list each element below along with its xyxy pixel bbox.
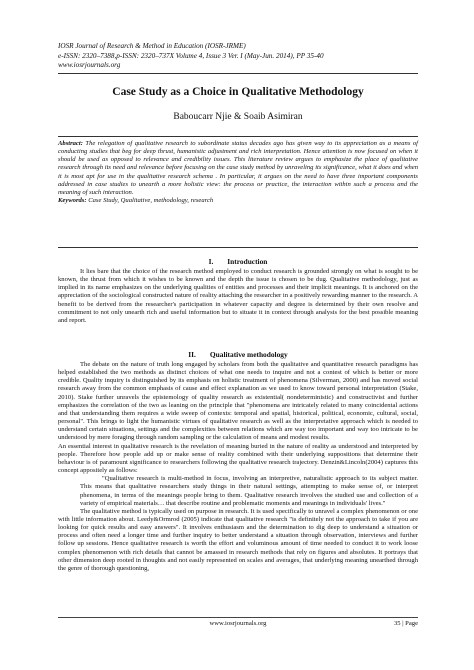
introduction-body (58, 268, 418, 325)
keywords (58, 197, 418, 205)
abstract-label: Abstract: (58, 140, 83, 147)
block-quote: "Qualitative research is multi-method in focus, involving an interpretive, naturalistic approach to its subject matter. This means that qualitative researchers study things in their natural settings, attempting to make sense of, or interpret phenomena, in terms of the meanings people bring to them. Qualitative research involves the studied use and collection of a variety of empirical materials… that describe routine and problematic moments and meanings in individuals' lives." (80, 475, 418, 507)
page-number: 35 | Page (393, 620, 418, 627)
paragraph: The debate on the nature of truth long engaged by scholars from both the qualitative and quantitative research paradigms has helped established the two methods as distinct choices of what one needs to inquire and not a contest of which is better or more credible. Quality inquiry is distinguished by its emphasis on holistic treatment of phenomena (Silverman, 2000) and has moved social research away from the common emphasis of cause and effect explanation as we used to know toward personal interpretation (Stake, 2010). Stake further unravels the epistemology of quality research as existential( nondeterministic) and constructivist and further emphasizes the correlation of the two as leaning on the principle that "phenomena are intricately related to many coincidental actions and that understanding them requires a wide sweep of contexts: temporal and spatial, historical, political, economic, cultural, social, personal". This brings to light the humanistic virtues of qualitative research as well as the interpretative approach which is needed to understand certain situations, settings and the complexities between relations which are way too important and way too intricate to be understood by mere foraging through random sampling or the calculation of means and modest results. (58, 361, 418, 442)
footer-url[interactable]: www.iosrjournals.org (209, 620, 267, 627)
paper-title: Case Study as a Choice in Qualitative Methodology (112, 86, 364, 98)
journal-name: IOSR Journal of Research & Method in Education (IOSR-JRME) (58, 42, 246, 50)
section-title: Qualitative methodology (209, 350, 288, 359)
footer-divider (58, 617, 418, 618)
paragraph: An essential interest in qualitative research is the revelation of meaning buried in the nature of reality as understood and interpreted by people. Therefore how people add up or make sense of reality combined with their underlying suppositions that determine their behaviour is of paramount significance to researchers following the qualitative research trajectory. Denzin&Lincoln(2004) captures this concept appositely as follows: (58, 442, 418, 475)
paragraph: The qualitative method is typically used on purpose in research. It is used specifically to unravel a complex phenomenon or one with little information about. Leedy&Ormrod (2005) indicate that qualitative research "is definitely not the approach to take if you are looking for quick results and easy answers". It involves enthusiasm and the determination to dig deep to understand a situation or process and often need a longer time and further inquiry to better understand a situation through observation, interviews and further follow up sessions. Hence qualitative research is worth the effort and voluminous amount of time needed to conduct it to work loose complex phenomenon with rich details that cannot be amassed in research methods that rely on figures and absolutes. It portrays that other dimension deep rooted in thoughts and not easily represented on scales and averages, that underlying meaning unearthed through the genre of thorough questioning, (58, 507, 418, 572)
abstract (58, 140, 418, 197)
abstract-text: The relegation of qualitative research to subordinate status decades ago has given way to its appreciation as a means of conducting studies that beg for deep thrust, humanistic adjustment and rich interpretation. Hence attention is now focused on when it should be used as opposed to relevance and credibility issues. This literature review argues to emphasize the place of qualitative research through its need and relevance before focusing on the case study method by unraveling its significance, what it does and when it is most apt for use in the qualitative research schema . In particular, it argues on the need to have three important components addressed in case studies to unearth a more holistic view: the process or practice, the interaction within such a process and the meaning of such interaction. (58, 140, 418, 196)
section-heading-qualitative-methodology (58, 350, 418, 359)
section-number: II. (188, 350, 196, 359)
paper-authors: Baboucarr Njie & Soaib Asimiran (173, 112, 303, 122)
section-title: Introduction (227, 257, 268, 266)
journal-issn: e-ISSN: 2320–7388,p-ISSN: 2320–737X Volume 4, Issue 3 Ver. I (May-Jun. 2014), PP 35-40 (58, 51, 324, 60)
paragraph: It lies bare that the choice of the research method employed to conduct research is grounded strongly on what is sought to be known, the thrust from which it wishes to be known and the depth the issue is chosen to be dug. Qualitative methodology, just as implied in its name emphasizes on the underlying qualities of entities and processes and their implicit meanings. It is anchored on the appreciation of the sociological constructed nature of reality attaching the researcher in a positively rewarding manner to the research. A benefit to be derived from the researcher's participation in whatever capacity and degree is determined by their own resolve and commitment to not only unearth rich and useful information but to situate it in context through analysis for the best possible meaning and report. (58, 268, 418, 324)
keywords-label: Keywords: (58, 197, 87, 205)
section-number: I. (208, 257, 214, 266)
section-heading-introduction (58, 257, 418, 266)
keywords-text: Case Study, Qualitative, methodology, research (88, 197, 214, 205)
header-divider (58, 73, 418, 74)
abstract-block (58, 136, 418, 248)
qualitative-methodology-body (58, 361, 418, 573)
journal-header (58, 42, 428, 71)
journal-url[interactable]: www.iosrjournals.org (58, 61, 121, 70)
